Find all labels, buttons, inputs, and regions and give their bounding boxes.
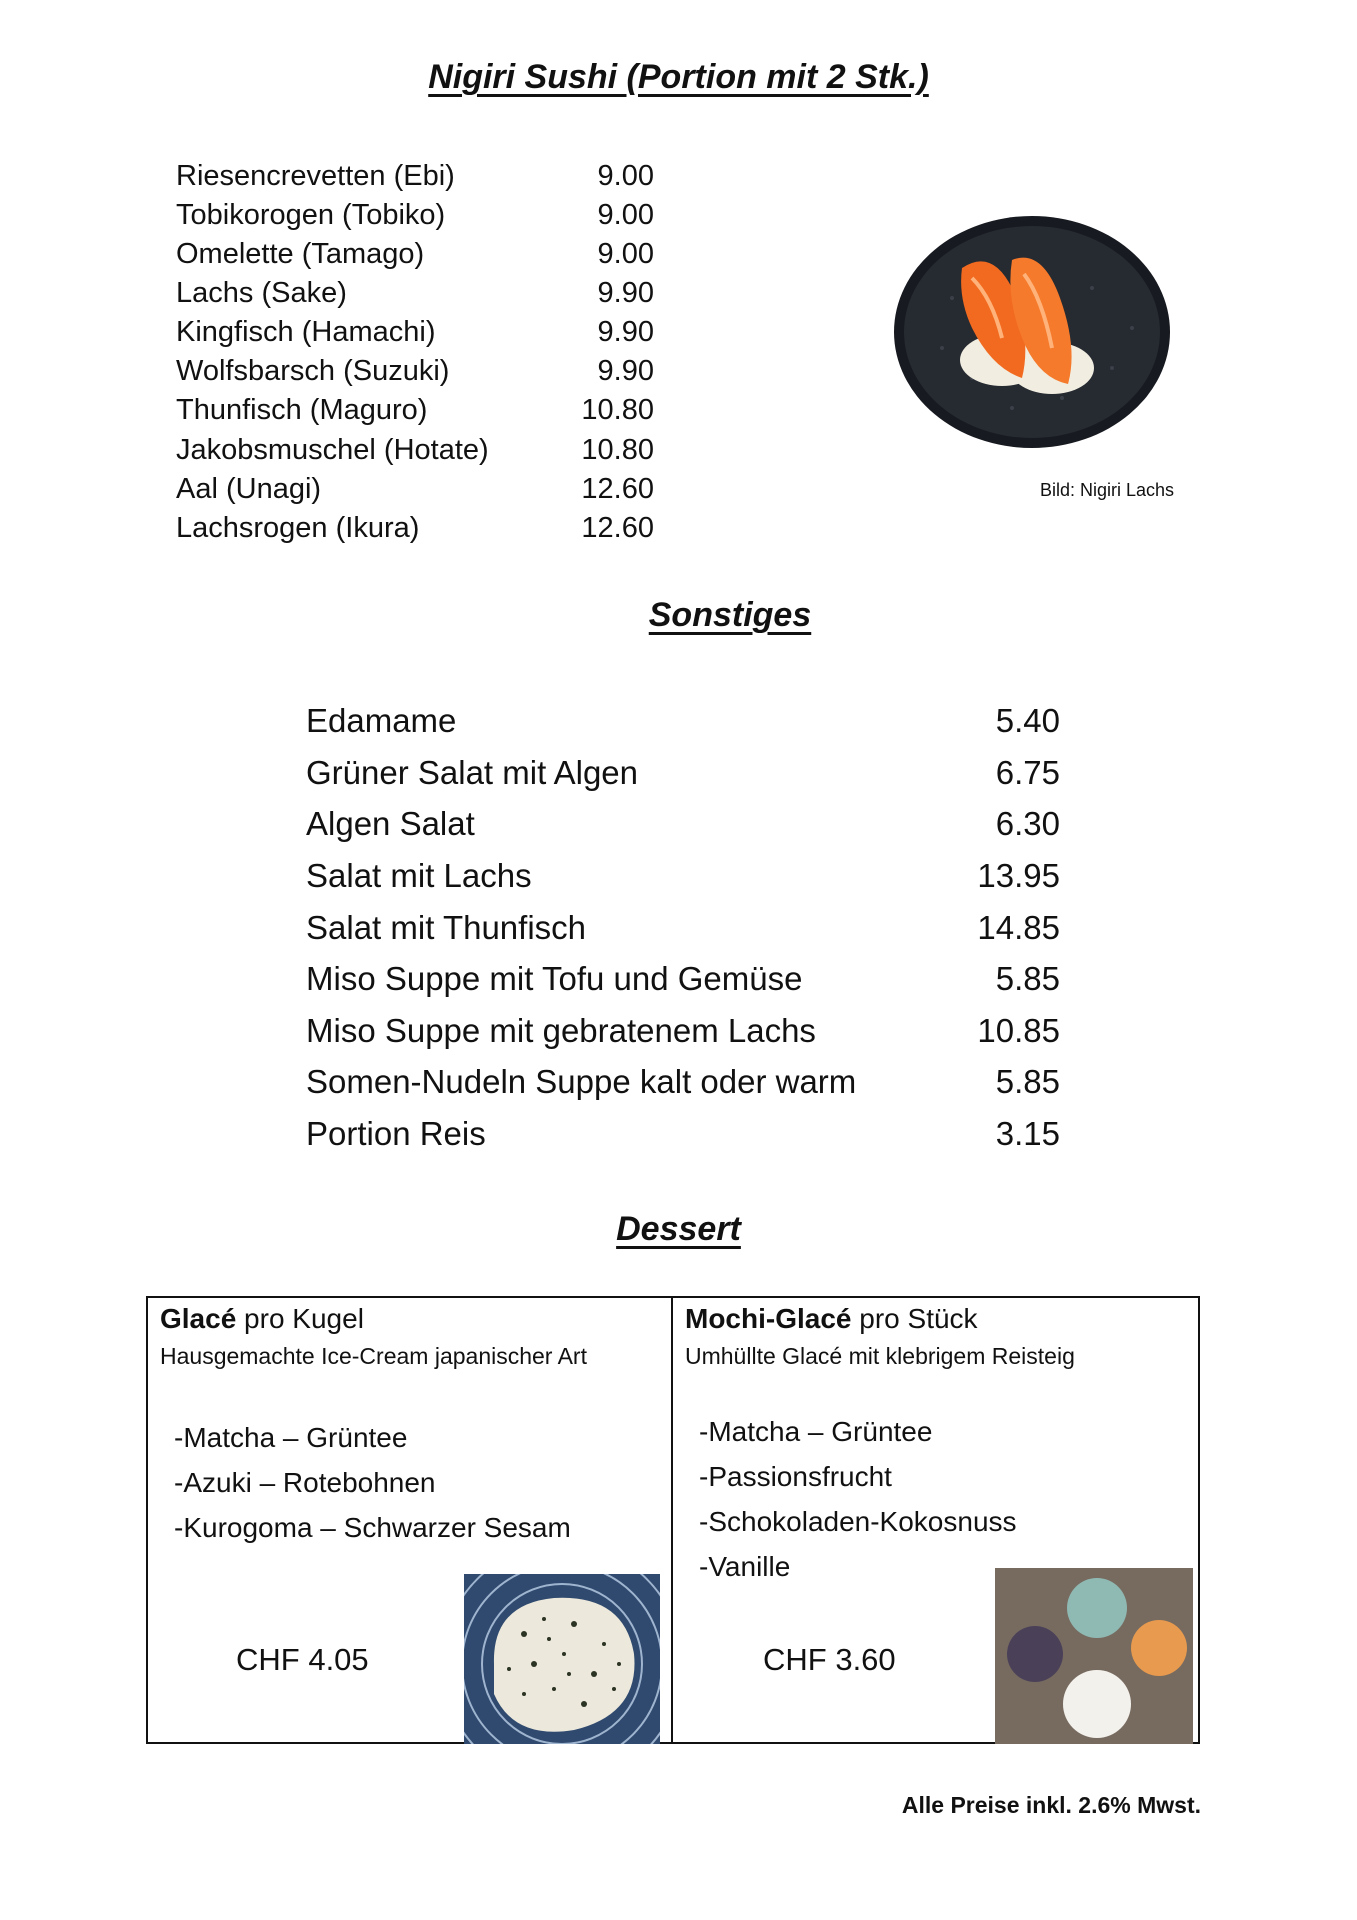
item-price: 9.00 bbox=[597, 199, 654, 231]
list-item bbox=[306, 909, 1060, 951]
item-name: Thunfisch (Maguro) bbox=[176, 394, 428, 426]
item-name: Edamame bbox=[306, 702, 457, 739]
item-price: 13.95 bbox=[977, 857, 1060, 894]
item-price: 5.40 bbox=[995, 702, 1060, 739]
glace-flavor: -Matcha – Grüntee bbox=[174, 1422, 408, 1453]
list-item bbox=[176, 316, 654, 352]
list-item bbox=[176, 277, 654, 313]
glace-price: CHF 4.05 bbox=[236, 1642, 369, 1677]
mochi-subtitle: Umhüllte Glacé mit klebrigem Reisteig bbox=[685, 1343, 1075, 1369]
dessert-table bbox=[146, 1296, 1200, 1744]
item-price: 6.75 bbox=[995, 754, 1060, 791]
list-item bbox=[176, 434, 654, 470]
mochi-flavor: -Passionsfrucht bbox=[699, 1461, 892, 1492]
item-price: 3.15 bbox=[995, 1115, 1060, 1152]
item-price: 9.00 bbox=[597, 238, 654, 270]
item-price: 9.00 bbox=[597, 160, 654, 192]
item-name: Omelette (Tamago) bbox=[176, 238, 425, 270]
item-name: Somen-Nudeln Suppe kalt oder warm bbox=[306, 1063, 857, 1100]
list-item bbox=[306, 960, 1060, 1002]
list-item bbox=[176, 512, 654, 548]
item-name: Miso Suppe mit gebratenem Lachs bbox=[306, 1012, 816, 1049]
glace-flavor: -Kurogoma – Schwarzer Sesam bbox=[174, 1512, 571, 1543]
list-item bbox=[306, 1063, 1060, 1105]
mochi-column bbox=[673, 1298, 1200, 1742]
mochi-image bbox=[995, 1568, 1193, 1744]
item-price: 10.80 bbox=[581, 434, 654, 466]
glace-title-rest: pro Kugel bbox=[236, 1303, 364, 1334]
item-name: Algen Salat bbox=[306, 805, 475, 842]
glace-column bbox=[148, 1298, 671, 1742]
item-price: 5.85 bbox=[995, 1063, 1060, 1100]
item-name: Wolfsbarsch (Suzuki) bbox=[176, 355, 450, 387]
item-name: Jakobsmuschel (Hotate) bbox=[176, 434, 489, 466]
item-name: Lachsrogen (Ikura) bbox=[176, 512, 420, 544]
glace-title-bold: Glacé bbox=[160, 1303, 237, 1334]
list-item bbox=[176, 160, 654, 196]
glace-title bbox=[160, 1303, 364, 1335]
item-name: Salat mit Lachs bbox=[306, 857, 532, 894]
item-name: Grüner Salat mit Algen bbox=[306, 754, 638, 791]
mochi-price: CHF 3.60 bbox=[763, 1642, 896, 1677]
glace-scoop-image bbox=[464, 1574, 660, 1744]
list-item bbox=[176, 238, 654, 274]
list-item bbox=[176, 394, 654, 430]
item-price: 12.60 bbox=[581, 512, 654, 544]
item-name: Tobikorogen (Tobiko) bbox=[176, 199, 446, 231]
list-item bbox=[176, 355, 654, 391]
list-item bbox=[176, 473, 654, 509]
list-item bbox=[306, 702, 1060, 744]
item-name: Kingfisch (Hamachi) bbox=[176, 316, 436, 348]
list-item bbox=[306, 857, 1060, 899]
list-item bbox=[176, 199, 654, 235]
item-price: 6.30 bbox=[995, 805, 1060, 842]
mochi-flavor: -Matcha – Grüntee bbox=[699, 1416, 933, 1447]
item-name: Miso Suppe mit Tofu und Gemüse bbox=[306, 960, 803, 997]
mochi-title-rest: pro Stück bbox=[851, 1303, 978, 1334]
item-name: Salat mit Thunfisch bbox=[306, 909, 587, 946]
item-price: 5.85 bbox=[995, 960, 1060, 997]
glace-subtitle: Hausgemachte Ice-Cream japanischer Art bbox=[160, 1343, 587, 1369]
mochi-flavor: -Schokoladen-Kokosnuss bbox=[699, 1506, 1017, 1537]
item-price: 14.85 bbox=[977, 909, 1060, 946]
item-name: Riesencrevetten (Ebi) bbox=[176, 160, 455, 192]
item-price: 10.85 bbox=[977, 1012, 1060, 1049]
item-price: 9.90 bbox=[597, 355, 654, 387]
nigiri-image-caption: Bild: Nigiri Lachs bbox=[1040, 480, 1175, 500]
nigiri-title: Nigiri Sushi (Portion mit 2 Stk.) bbox=[428, 58, 929, 96]
list-item bbox=[306, 754, 1060, 796]
item-name: Lachs (Sake) bbox=[176, 277, 347, 309]
list-item bbox=[306, 1115, 1060, 1157]
list-item bbox=[306, 1012, 1060, 1054]
nigiri-salmon-image bbox=[892, 208, 1172, 450]
glace-flavor: -Azuki – Rotebohnen bbox=[174, 1467, 436, 1498]
item-price: 9.90 bbox=[597, 316, 654, 348]
item-name: Aal (Unagi) bbox=[176, 473, 322, 505]
mochi-flavor: -Vanille bbox=[699, 1551, 791, 1582]
item-price: 12.60 bbox=[581, 473, 654, 505]
sonstiges-title: Sonstiges bbox=[648, 596, 812, 634]
item-price: 9.90 bbox=[597, 277, 654, 309]
dessert-title: Dessert bbox=[616, 1210, 741, 1248]
item-price: 10.80 bbox=[581, 394, 654, 426]
mochi-title bbox=[685, 1303, 978, 1335]
list-item bbox=[306, 805, 1060, 847]
mochi-title-bold: Mochi-Glacé bbox=[685, 1303, 852, 1334]
item-name: Portion Reis bbox=[306, 1115, 486, 1152]
vat-footer: Alle Preise inkl. 2.6% Mwst. bbox=[901, 1792, 1201, 1818]
